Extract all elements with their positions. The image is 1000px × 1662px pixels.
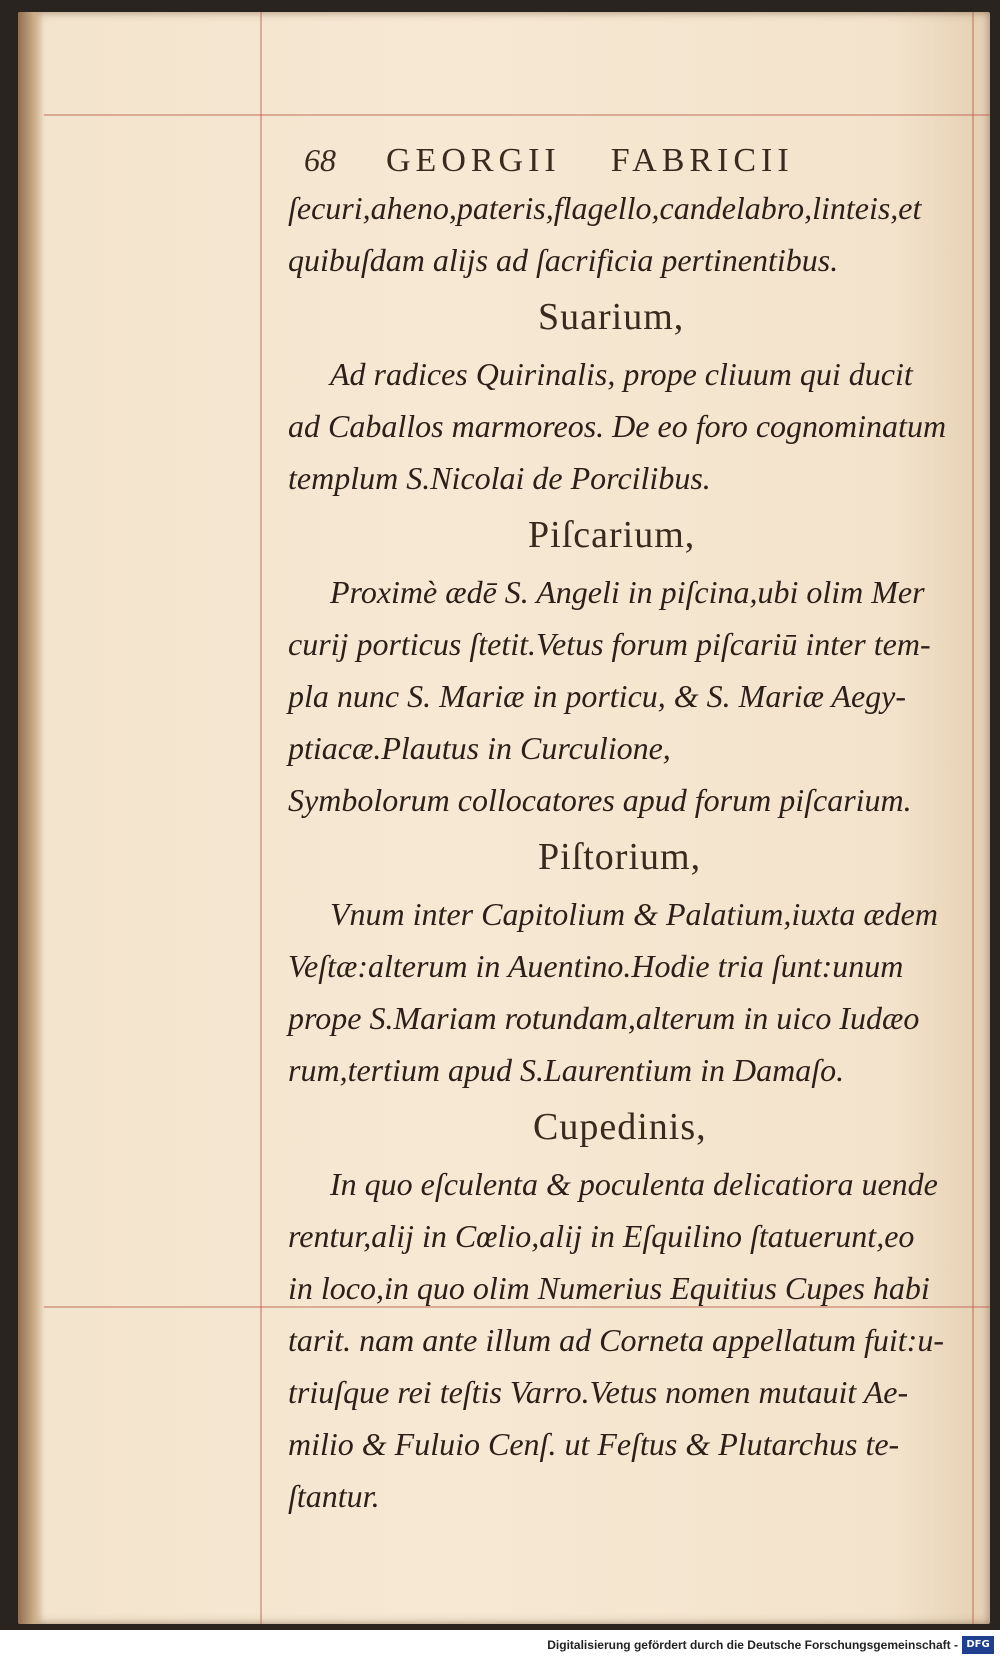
funding-credit: Digitalisierung gefördert durch die Deutsche Forschungsgemeinschaft - xyxy=(547,1638,958,1652)
text-line: Proximè ædē S. Angeli in piſcina,ubi olim Mer xyxy=(330,574,925,610)
text-line: pla nunc S. Mariæ in porticu, & S. Mariæ Aegy- xyxy=(288,678,907,714)
text-line: In quo eſculenta & poculenta delicatiora uende xyxy=(330,1166,938,1202)
section-heading: Piſcarium, xyxy=(528,514,696,556)
text-line: Symbolorum collocatores apud forum piſcarium. xyxy=(288,782,912,818)
text-line: quibuſdam alijs ad ſacrificia pertinentibus. xyxy=(288,242,839,278)
text-line: Veſtæ:alterum in Auentino.Hodie tria ſunt:unum xyxy=(288,948,904,984)
section-heading: Suarium, xyxy=(538,296,685,338)
text-line: triuſque rei teſtis Varro.Vetus nomen mutauit Ae- xyxy=(288,1374,909,1410)
text-line: rentur,alij in Cœlio,alij in Eſquilino ſtatuerunt,eo xyxy=(288,1218,915,1254)
margin-rule-left xyxy=(260,12,262,1624)
text-line: rum,tertium apud S.Laurentium in Damaſo. xyxy=(288,1052,845,1088)
text-line: prope S.Mariam rotundam,alterum in uico Iudæo xyxy=(288,1000,920,1036)
text-line: ſecuri,aheno,pateris,flagello,candelabro,linteis,et xyxy=(288,190,922,226)
text-line: curij porticus ſtetit.Vetus forum piſcariū inter tem- xyxy=(288,626,931,662)
text-line: tarit. nam ante illum ad Corneta appellatum fuit:u- xyxy=(288,1322,944,1358)
text-line: ſtantur. xyxy=(288,1478,380,1514)
section-heading: Cupedinis, xyxy=(533,1106,707,1148)
dfg-logo-icon: DFG xyxy=(962,1636,994,1654)
text-line: templum S.Nicolai de Porcilibus. xyxy=(288,460,711,496)
text-line: Ad radices Quirinalis, prope cliuum qui ducit xyxy=(330,356,913,392)
text-line: milio & Fuluio Cenſ. ut Feſtus & Plutarchus te- xyxy=(288,1426,900,1462)
text-line: ptiacæ.Plautus in Curculione, xyxy=(288,730,671,766)
digitization-footer xyxy=(0,1630,1000,1662)
author-last-name: FABRICII xyxy=(610,142,794,179)
author-first-name: GEORGII xyxy=(386,142,561,179)
margin-rule-top xyxy=(44,114,990,116)
section-heading: Piſtorium, xyxy=(538,836,702,878)
text-line: Vnum inter Capitolium & Palatium,iuxta ædem xyxy=(330,896,938,932)
page-text-block xyxy=(288,142,948,1522)
book-page xyxy=(18,12,990,1624)
text-line: ad Caballos marmoreos. De eo foro cognominatum xyxy=(288,408,947,444)
page-number: 68 xyxy=(304,142,336,178)
margin-rule-right xyxy=(972,12,974,1624)
running-head xyxy=(304,142,948,180)
text-line: in loco,in quo olim Numerius Equitius Cupes habi xyxy=(288,1270,930,1306)
page-gutter-edge xyxy=(18,12,44,1624)
